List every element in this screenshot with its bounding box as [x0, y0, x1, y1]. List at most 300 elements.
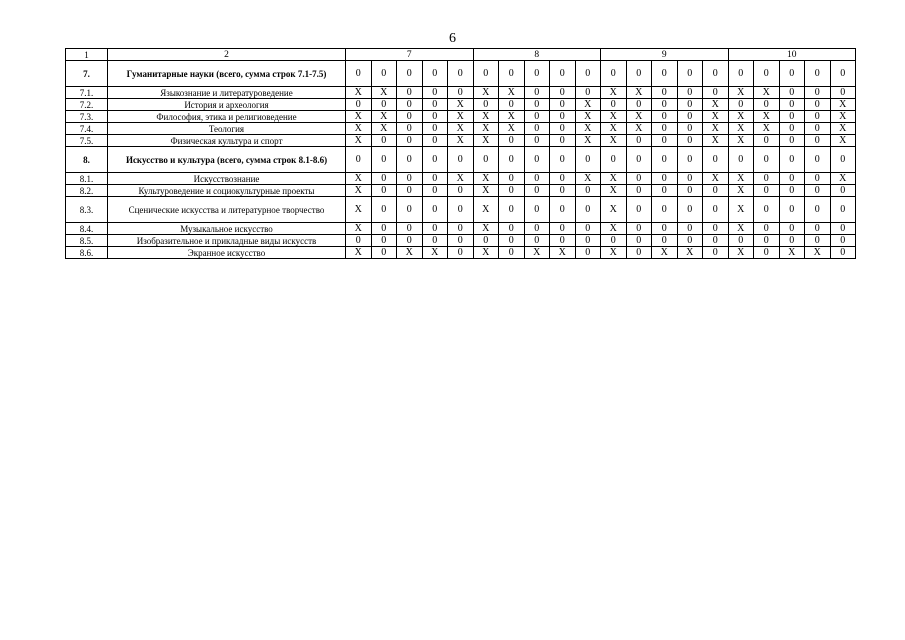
value-cell: 0 — [652, 173, 678, 185]
value-cell: 0 — [652, 99, 678, 111]
value-cell: 0 — [448, 247, 474, 259]
value-cell: 0 — [805, 173, 831, 185]
value-cell: 0 — [448, 197, 474, 223]
value-cell: X — [575, 135, 601, 147]
value-cell: 0 — [626, 223, 652, 235]
value-cell: 0 — [448, 147, 474, 173]
value-cell: X — [703, 111, 729, 123]
value-cell: 0 — [499, 135, 525, 147]
table-row — [66, 185, 856, 197]
value-cell: 0 — [575, 61, 601, 87]
value-cell: 0 — [830, 197, 856, 223]
value-cell: 0 — [550, 111, 576, 123]
value-cell: 0 — [652, 87, 678, 99]
value-cell: X — [448, 123, 474, 135]
value-cell: 0 — [805, 123, 831, 135]
value-cell: 0 — [397, 87, 423, 99]
value-cell: 0 — [499, 173, 525, 185]
value-cell: 0 — [550, 99, 576, 111]
value-cell: X — [473, 123, 499, 135]
value-cell: X — [448, 135, 474, 147]
value-cell: 0 — [830, 87, 856, 99]
value-cell: 0 — [703, 87, 729, 99]
value-cell: 0 — [626, 185, 652, 197]
value-cell: X — [473, 111, 499, 123]
value-cell: 0 — [830, 147, 856, 173]
value-cell: X — [371, 87, 397, 99]
value-cell: 0 — [626, 61, 652, 87]
value-cell: X — [830, 135, 856, 147]
row-name: Искусствознание — [108, 173, 346, 185]
value-cell: 0 — [397, 197, 423, 223]
value-cell: 0 — [754, 235, 780, 247]
value-cell: X — [473, 223, 499, 235]
value-cell: X — [601, 197, 627, 223]
value-cell: X — [346, 247, 372, 259]
value-cell: 0 — [448, 87, 474, 99]
value-cell: X — [779, 247, 805, 259]
value-cell: 0 — [397, 235, 423, 247]
value-cell: X — [473, 173, 499, 185]
value-cell: X — [346, 135, 372, 147]
value-cell: 0 — [779, 61, 805, 87]
row-name: Искусство и культура (всего, сумма строк 8.1-8.6) — [108, 147, 346, 173]
value-cell: 0 — [677, 61, 703, 87]
value-cell: 0 — [601, 147, 627, 173]
value-cell: X — [346, 111, 372, 123]
value-cell: X — [728, 247, 754, 259]
value-cell: 0 — [524, 185, 550, 197]
value-cell: 0 — [703, 147, 729, 173]
value-cell: 0 — [805, 111, 831, 123]
value-cell: 0 — [728, 99, 754, 111]
value-cell: 0 — [601, 61, 627, 87]
value-cell: X — [346, 185, 372, 197]
value-cell: 0 — [448, 61, 474, 87]
value-cell: 0 — [524, 235, 550, 247]
value-cell: X — [499, 87, 525, 99]
value-cell: X — [473, 135, 499, 147]
value-cell: 0 — [575, 223, 601, 235]
row-name: История и археология — [108, 99, 346, 111]
row-name: Философия, этика и религиоведение — [108, 111, 346, 123]
value-cell: X — [601, 135, 627, 147]
value-cell: X — [703, 135, 729, 147]
value-cell: 0 — [703, 223, 729, 235]
value-cell: 0 — [677, 147, 703, 173]
value-cell: X — [754, 111, 780, 123]
value-cell: 0 — [805, 147, 831, 173]
value-cell: X — [601, 247, 627, 259]
value-cell: X — [703, 99, 729, 111]
value-cell: 0 — [448, 223, 474, 235]
value-cell: 0 — [397, 223, 423, 235]
value-cell: X — [473, 87, 499, 99]
value-cell: X — [346, 173, 372, 185]
value-cell: 0 — [652, 123, 678, 135]
value-cell: 0 — [524, 61, 550, 87]
value-cell: X — [346, 123, 372, 135]
value-cell: 0 — [754, 185, 780, 197]
value-cell: 0 — [779, 235, 805, 247]
value-cell: 0 — [524, 197, 550, 223]
header-group-7: 7 — [346, 49, 474, 61]
value-cell: X — [575, 99, 601, 111]
value-cell: X — [550, 247, 576, 259]
value-cell: 0 — [677, 197, 703, 223]
value-cell: 0 — [575, 147, 601, 173]
value-cell: 0 — [499, 197, 525, 223]
value-cell: 0 — [677, 99, 703, 111]
value-cell: 0 — [677, 185, 703, 197]
value-cell: 0 — [626, 197, 652, 223]
value-cell: X — [805, 247, 831, 259]
row-number: 8.4. — [66, 223, 108, 235]
value-cell: 0 — [677, 111, 703, 123]
value-cell: 0 — [754, 147, 780, 173]
value-cell: 0 — [805, 223, 831, 235]
value-cell: X — [830, 123, 856, 135]
value-cell: 0 — [371, 223, 397, 235]
value-cell: 0 — [830, 223, 856, 235]
value-cell: 0 — [422, 197, 448, 223]
value-cell: 0 — [728, 147, 754, 173]
value-cell: X — [830, 111, 856, 123]
value-cell: X — [830, 99, 856, 111]
value-cell: X — [448, 99, 474, 111]
value-cell: 0 — [830, 235, 856, 247]
value-cell: 0 — [550, 197, 576, 223]
value-cell: X — [473, 185, 499, 197]
value-cell: X — [626, 123, 652, 135]
value-cell: 0 — [830, 247, 856, 259]
value-cell: 0 — [626, 173, 652, 185]
value-cell: 0 — [550, 147, 576, 173]
value-cell: X — [422, 247, 448, 259]
value-cell: 0 — [524, 123, 550, 135]
value-cell: 0 — [371, 197, 397, 223]
value-cell: 0 — [754, 223, 780, 235]
row-number: 7.5. — [66, 135, 108, 147]
value-cell: 0 — [805, 197, 831, 223]
value-cell: 0 — [371, 147, 397, 173]
value-cell: 0 — [575, 197, 601, 223]
value-cell: 0 — [448, 185, 474, 197]
page-number: 6 — [449, 31, 456, 46]
value-cell: 0 — [550, 135, 576, 147]
value-cell: 0 — [805, 99, 831, 111]
value-cell: 0 — [524, 173, 550, 185]
value-cell: 0 — [473, 61, 499, 87]
value-cell: X — [601, 123, 627, 135]
value-cell: X — [728, 111, 754, 123]
value-cell: 0 — [524, 135, 550, 147]
row-name: Культуроведение и социокультурные проекты — [108, 185, 346, 197]
value-cell: 0 — [626, 135, 652, 147]
value-cell: X — [754, 123, 780, 135]
value-cell: 0 — [601, 235, 627, 247]
value-cell: 0 — [754, 61, 780, 87]
value-cell: 0 — [422, 173, 448, 185]
value-cell: 0 — [703, 235, 729, 247]
value-cell: X — [448, 173, 474, 185]
row-name: Музыкальное искусство — [108, 223, 346, 235]
value-cell: X — [728, 197, 754, 223]
value-cell: 0 — [371, 235, 397, 247]
value-cell: X — [728, 223, 754, 235]
row-number: 7.3. — [66, 111, 108, 123]
value-cell: 0 — [728, 61, 754, 87]
value-cell: 0 — [473, 235, 499, 247]
table-row — [66, 147, 856, 173]
value-cell: 0 — [677, 173, 703, 185]
value-cell: 0 — [626, 99, 652, 111]
value-cell: 0 — [524, 223, 550, 235]
table-row — [66, 235, 856, 247]
header-group-9: 9 — [601, 49, 729, 61]
value-cell: X — [448, 111, 474, 123]
value-cell: 0 — [499, 61, 525, 87]
value-cell: 0 — [830, 185, 856, 197]
value-cell: X — [397, 247, 423, 259]
value-cell: 0 — [371, 135, 397, 147]
value-cell: X — [728, 123, 754, 135]
value-cell: X — [473, 197, 499, 223]
value-cell: X — [677, 247, 703, 259]
value-cell: 0 — [397, 61, 423, 87]
value-cell: X — [703, 123, 729, 135]
header-group-10: 10 — [728, 49, 856, 61]
value-cell: 0 — [550, 173, 576, 185]
value-cell: 0 — [575, 185, 601, 197]
row-number: 7.4. — [66, 123, 108, 135]
value-cell: X — [626, 87, 652, 99]
value-cell: 0 — [550, 87, 576, 99]
value-cell: X — [575, 173, 601, 185]
table-row — [66, 99, 856, 111]
value-cell: 0 — [626, 247, 652, 259]
row-name: Теология — [108, 123, 346, 135]
value-cell: 0 — [575, 235, 601, 247]
row-number: 8.6. — [66, 247, 108, 259]
value-cell: 0 — [371, 247, 397, 259]
value-cell: X — [728, 185, 754, 197]
value-cell: 0 — [473, 99, 499, 111]
table-row — [66, 197, 856, 223]
value-cell: 0 — [805, 185, 831, 197]
table-row — [66, 111, 856, 123]
value-cell: 0 — [397, 111, 423, 123]
value-cell: 0 — [626, 147, 652, 173]
row-number: 8.3. — [66, 197, 108, 223]
value-cell: 0 — [677, 123, 703, 135]
value-cell: X — [601, 111, 627, 123]
value-cell: X — [346, 87, 372, 99]
row-number: 7.1. — [66, 87, 108, 99]
value-cell: 0 — [499, 223, 525, 235]
value-cell: 0 — [550, 235, 576, 247]
value-cell: 0 — [499, 147, 525, 173]
value-cell: 0 — [805, 87, 831, 99]
value-cell: X — [601, 87, 627, 99]
value-cell: 0 — [652, 147, 678, 173]
value-cell: 0 — [473, 147, 499, 173]
value-cell: 0 — [652, 223, 678, 235]
value-cell: X — [499, 111, 525, 123]
value-cell: 0 — [779, 197, 805, 223]
row-number: 7.2. — [66, 99, 108, 111]
header-row — [66, 49, 856, 61]
value-cell: 0 — [346, 99, 372, 111]
value-cell: 0 — [422, 185, 448, 197]
value-cell: X — [728, 173, 754, 185]
value-cell: 0 — [371, 99, 397, 111]
row-name: Экранное искусство — [108, 247, 346, 259]
value-cell: X — [346, 223, 372, 235]
value-cell: X — [703, 173, 729, 185]
value-cell: 0 — [550, 61, 576, 87]
value-cell: 0 — [346, 235, 372, 247]
table-row — [66, 61, 856, 87]
row-number: 8. — [66, 147, 108, 173]
value-cell: 0 — [652, 61, 678, 87]
value-cell: 0 — [754, 247, 780, 259]
value-cell: 0 — [830, 61, 856, 87]
value-cell: 0 — [524, 87, 550, 99]
value-cell: 0 — [371, 185, 397, 197]
row-number: 8.2. — [66, 185, 108, 197]
row-name: Физическая культура и спорт — [108, 135, 346, 147]
value-cell: 0 — [575, 247, 601, 259]
value-cell: 0 — [703, 247, 729, 259]
value-cell: 0 — [703, 61, 729, 87]
row-name: Языкознание и литературоведение — [108, 87, 346, 99]
value-cell: 0 — [626, 235, 652, 247]
value-cell: X — [371, 123, 397, 135]
table-row — [66, 135, 856, 147]
table-row — [66, 247, 856, 259]
value-cell: 0 — [652, 197, 678, 223]
value-cell: 0 — [346, 61, 372, 87]
table-row — [66, 173, 856, 185]
value-cell: 0 — [397, 147, 423, 173]
value-cell: 0 — [652, 135, 678, 147]
table-row — [66, 223, 856, 235]
value-cell: 0 — [397, 173, 423, 185]
value-cell: X — [499, 123, 525, 135]
header-col-1: 1 — [66, 49, 108, 61]
value-cell: 0 — [779, 173, 805, 185]
row-name: Изобразительное и прикладные виды искусств — [108, 235, 346, 247]
value-cell: 0 — [550, 223, 576, 235]
value-cell: 0 — [779, 147, 805, 173]
value-cell: 0 — [703, 185, 729, 197]
value-cell: 0 — [499, 185, 525, 197]
value-cell: 0 — [779, 123, 805, 135]
value-cell: 0 — [422, 135, 448, 147]
value-cell: 0 — [422, 61, 448, 87]
value-cell: 0 — [703, 197, 729, 223]
value-cell: X — [371, 111, 397, 123]
value-cell: 0 — [397, 135, 423, 147]
row-name: Сценические искусства и литературное творчество — [108, 197, 346, 223]
value-cell: X — [575, 123, 601, 135]
value-cell: 0 — [805, 135, 831, 147]
value-cell: X — [728, 135, 754, 147]
value-cell: 0 — [779, 99, 805, 111]
table-row — [66, 87, 856, 99]
value-cell: 0 — [652, 235, 678, 247]
value-cell: 0 — [550, 123, 576, 135]
value-cell: 0 — [805, 61, 831, 87]
value-cell: 0 — [779, 223, 805, 235]
value-cell: 0 — [448, 235, 474, 247]
row-number: 7. — [66, 61, 108, 87]
value-cell: 0 — [779, 185, 805, 197]
value-cell: 0 — [422, 147, 448, 173]
value-cell: 0 — [422, 99, 448, 111]
value-cell: 0 — [575, 87, 601, 99]
value-cell: 0 — [550, 185, 576, 197]
value-cell: 0 — [422, 111, 448, 123]
value-cell: 0 — [805, 235, 831, 247]
value-cell: X — [626, 111, 652, 123]
value-cell: X — [346, 197, 372, 223]
value-cell: 0 — [677, 87, 703, 99]
value-cell: 0 — [754, 135, 780, 147]
row-name: Гуманитарные науки (всего, сумма строк 7.1-7.5) — [108, 61, 346, 87]
value-cell: 0 — [371, 61, 397, 87]
value-cell: 0 — [499, 235, 525, 247]
value-cell: X — [575, 111, 601, 123]
value-cell: 0 — [397, 99, 423, 111]
value-cell: X — [754, 87, 780, 99]
value-cell: X — [601, 185, 627, 197]
value-cell: 0 — [677, 135, 703, 147]
value-cell: 0 — [371, 173, 397, 185]
row-number: 8.5. — [66, 235, 108, 247]
value-cell: 0 — [499, 99, 525, 111]
value-cell: X — [524, 247, 550, 259]
value-cell: 0 — [754, 173, 780, 185]
value-cell: 0 — [677, 235, 703, 247]
value-cell: 0 — [499, 247, 525, 259]
header-col-2: 2 — [108, 49, 346, 61]
value-cell: 0 — [422, 235, 448, 247]
value-cell: 0 — [524, 147, 550, 173]
value-cell: 0 — [524, 111, 550, 123]
header-group-8: 8 — [473, 49, 601, 61]
value-cell: 0 — [779, 87, 805, 99]
value-cell: X — [601, 223, 627, 235]
value-cell: 0 — [652, 185, 678, 197]
value-cell: X — [473, 247, 499, 259]
value-cell: 0 — [397, 123, 423, 135]
value-cell: X — [830, 173, 856, 185]
value-cell: X — [601, 173, 627, 185]
value-cell: 0 — [422, 87, 448, 99]
row-number: 8.1. — [66, 173, 108, 185]
value-cell: 0 — [652, 111, 678, 123]
value-cell: 0 — [754, 99, 780, 111]
value-cell: 0 — [422, 123, 448, 135]
value-cell: 0 — [422, 223, 448, 235]
table-row — [66, 123, 856, 135]
value-cell: 0 — [754, 197, 780, 223]
value-cell: 0 — [677, 223, 703, 235]
value-cell: 0 — [779, 111, 805, 123]
value-cell: 0 — [779, 135, 805, 147]
